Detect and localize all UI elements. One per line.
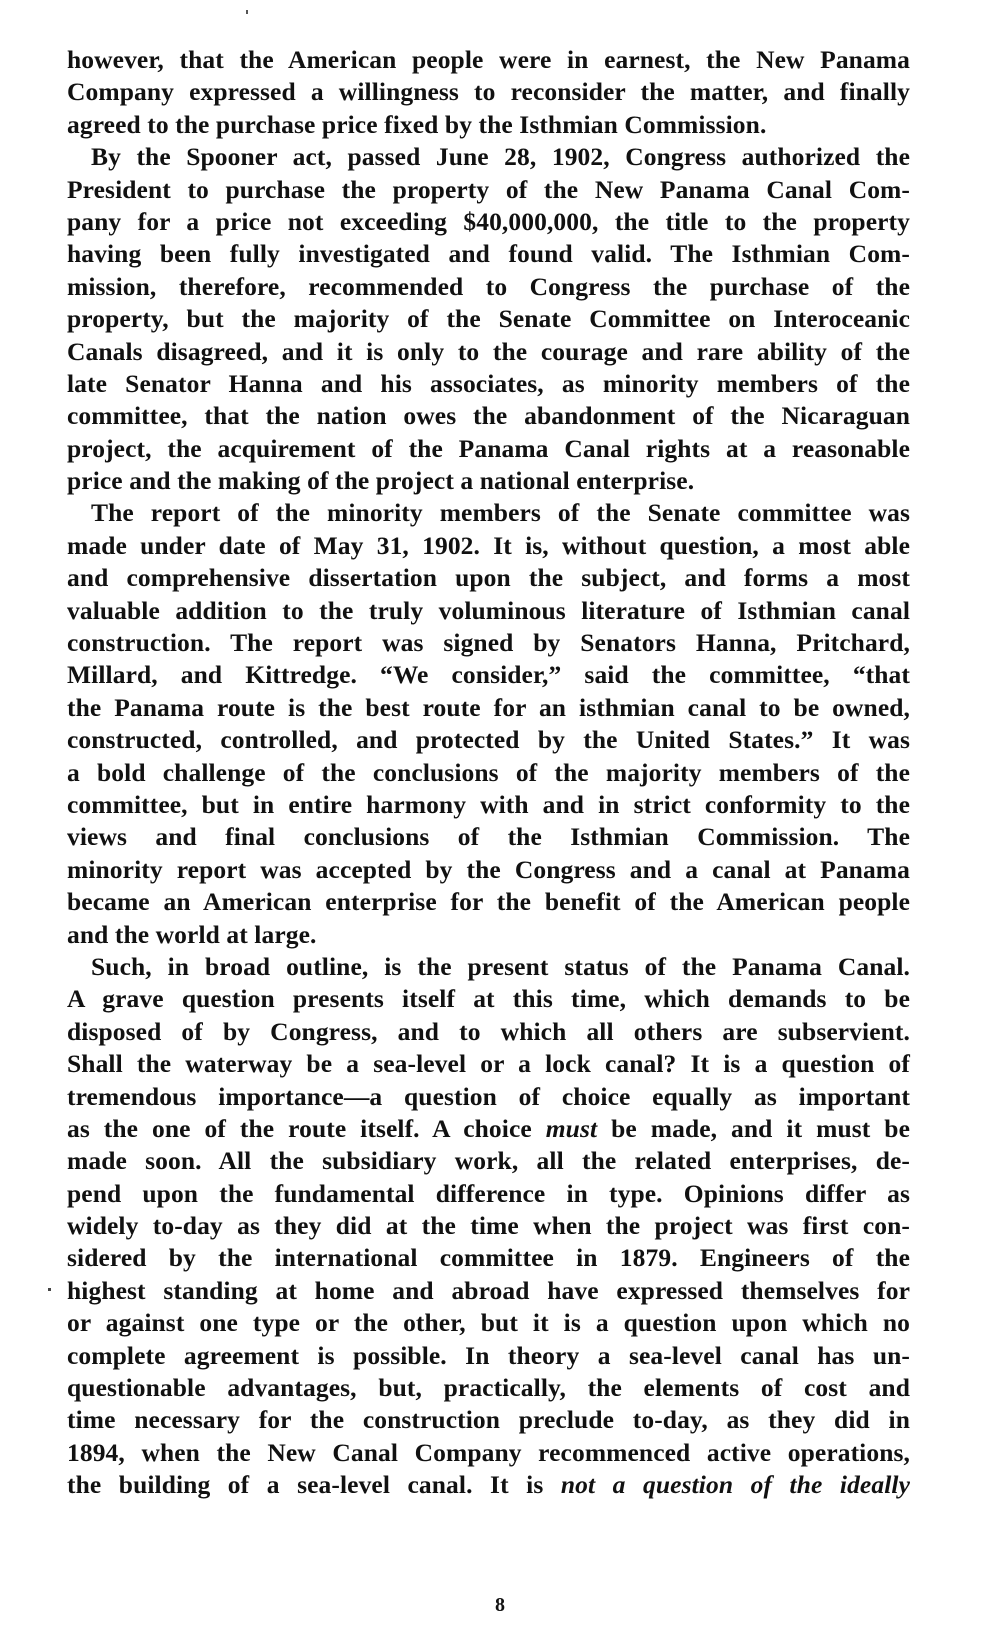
paragraph	[67, 141, 910, 497]
text-line: pany for a price not exceeding $40,000,000, the title to the property	[67, 206, 910, 236]
scan-speck	[48, 1288, 51, 1291]
paragraph	[67, 497, 910, 950]
text-line	[67, 1113, 910, 1145]
text-line: pend upon the fundamental difference in type. Opinions differ as	[67, 1178, 910, 1208]
text-line: price and the making of the project a national enterprise.	[67, 466, 695, 496]
text-line: By the Spooner act, passed June 28, 1902, Congress authorized the	[91, 142, 910, 172]
text-line: constructed, controlled, and protected by the United States.” It was	[67, 725, 910, 755]
text-line: 1894, when the New Canal Company recommenced active operations,	[67, 1437, 910, 1467]
emphasis-text: not a question of the ideally	[560, 1470, 910, 1500]
text-line: agreed to the purchase price fixed by the Isthmian Commission.	[67, 109, 767, 139]
text-line: construction. The report was signed by Senators Hanna, Pritchard,	[67, 628, 910, 658]
paragraph	[67, 44, 910, 141]
text-run: be made, and it must be	[597, 1113, 910, 1143]
text-run: as the one of the route itself. A choice	[67, 1113, 546, 1143]
text-line: disposed of by Congress, and to which all others are subservient.	[67, 1016, 910, 1046]
text-line: mission, therefore, recommended to Congress the purchase of the	[67, 271, 910, 301]
text-line: Shall the waterway be a sea-level or a lock canal? It is a question of	[67, 1049, 910, 1079]
text-line: Company expressed a willingness to reconsider the matter, and finally	[67, 77, 910, 107]
text-line: highest standing at home and abroad have expressed themselves for	[67, 1275, 910, 1305]
text-line: tremendous importance—a question of choice equally as important	[67, 1081, 910, 1111]
text-run: the building of a sea-level canal. It is	[67, 1470, 561, 1500]
emphasis-text: must	[545, 1113, 598, 1143]
text-line: late Senator Hanna and his associates, as minority members of the	[67, 368, 910, 398]
text-line: committee, that the nation owes the abandonment of the Nicaraguan	[67, 401, 910, 431]
text-line	[67, 1469, 910, 1501]
body-text	[67, 44, 910, 1502]
text-line: a bold challenge of the conclusions of the majority members of the	[67, 757, 910, 787]
page-number: 8	[495, 1594, 505, 1616]
text-line: Millard, and Kittredge. “We consider,” said the committee, “that	[67, 660, 910, 690]
text-line: or against one type or the other, but it is a question upon which no	[67, 1308, 910, 1338]
text-line: questionable advantages, but, practically, the elements of cost and	[67, 1373, 910, 1403]
text-line: and the world at large.	[67, 919, 317, 949]
text-line: widely to-day as they did at the time when the project was first con-	[67, 1211, 910, 1241]
scan-speck	[246, 10, 248, 14]
text-line: Such, in broad outline, is the present status of the Panama Canal.	[91, 951, 910, 981]
text-line: and comprehensive dissertation upon the subject, and forms a most	[67, 563, 910, 593]
text-line: the Panama route is the best route for an isthmian canal to be owned,	[67, 692, 910, 722]
text-line: however, that the American people were in earnest, the New Panama	[67, 45, 910, 74]
text-line: Canals disagreed, and it is only to the courage and rare ability of the	[67, 336, 910, 366]
text-line: having been fully investigated and found valid. The Isthmian Com-	[67, 239, 910, 269]
text-line: made soon. All the subsidiary work, all the related enterprises, de-	[67, 1146, 910, 1176]
text-line: committee, but in entire harmony with and in strict conformity to the	[67, 789, 910, 819]
text-line: President to purchase the property of the New Panama Canal Com-	[67, 174, 910, 204]
text-line: A grave question presents itself at this time, which demands to be	[67, 984, 910, 1014]
text-line: property, but the majority of the Senate Committee on Interoceanic	[67, 304, 910, 334]
text-line: The report of the minority members of the Senate committee was	[91, 498, 910, 528]
text-line: sidered by the international committee in 1879. Engineers of the	[67, 1243, 910, 1273]
text-line: made under date of May 31, 1902. It is, without question, a most able	[67, 530, 910, 560]
text-line: views and final conclusions of the Isthmian Commission. The	[67, 822, 910, 852]
text-line: minority report was accepted by the Congress and a canal at Panama	[67, 854, 910, 884]
text-line: valuable addition to the truly voluminous literature of Isthmian canal	[67, 595, 910, 625]
paragraph	[67, 951, 910, 1502]
text-line: complete agreement is possible. In theory a sea-level canal has un-	[67, 1340, 910, 1370]
text-line: project, the acquirement of the Panama Canal rights at a reasonable	[67, 433, 910, 463]
text-line: became an American enterprise for the benefit of the American people	[67, 887, 910, 917]
text-line: time necessary for the construction preclude to-day, as they did in	[67, 1405, 910, 1435]
